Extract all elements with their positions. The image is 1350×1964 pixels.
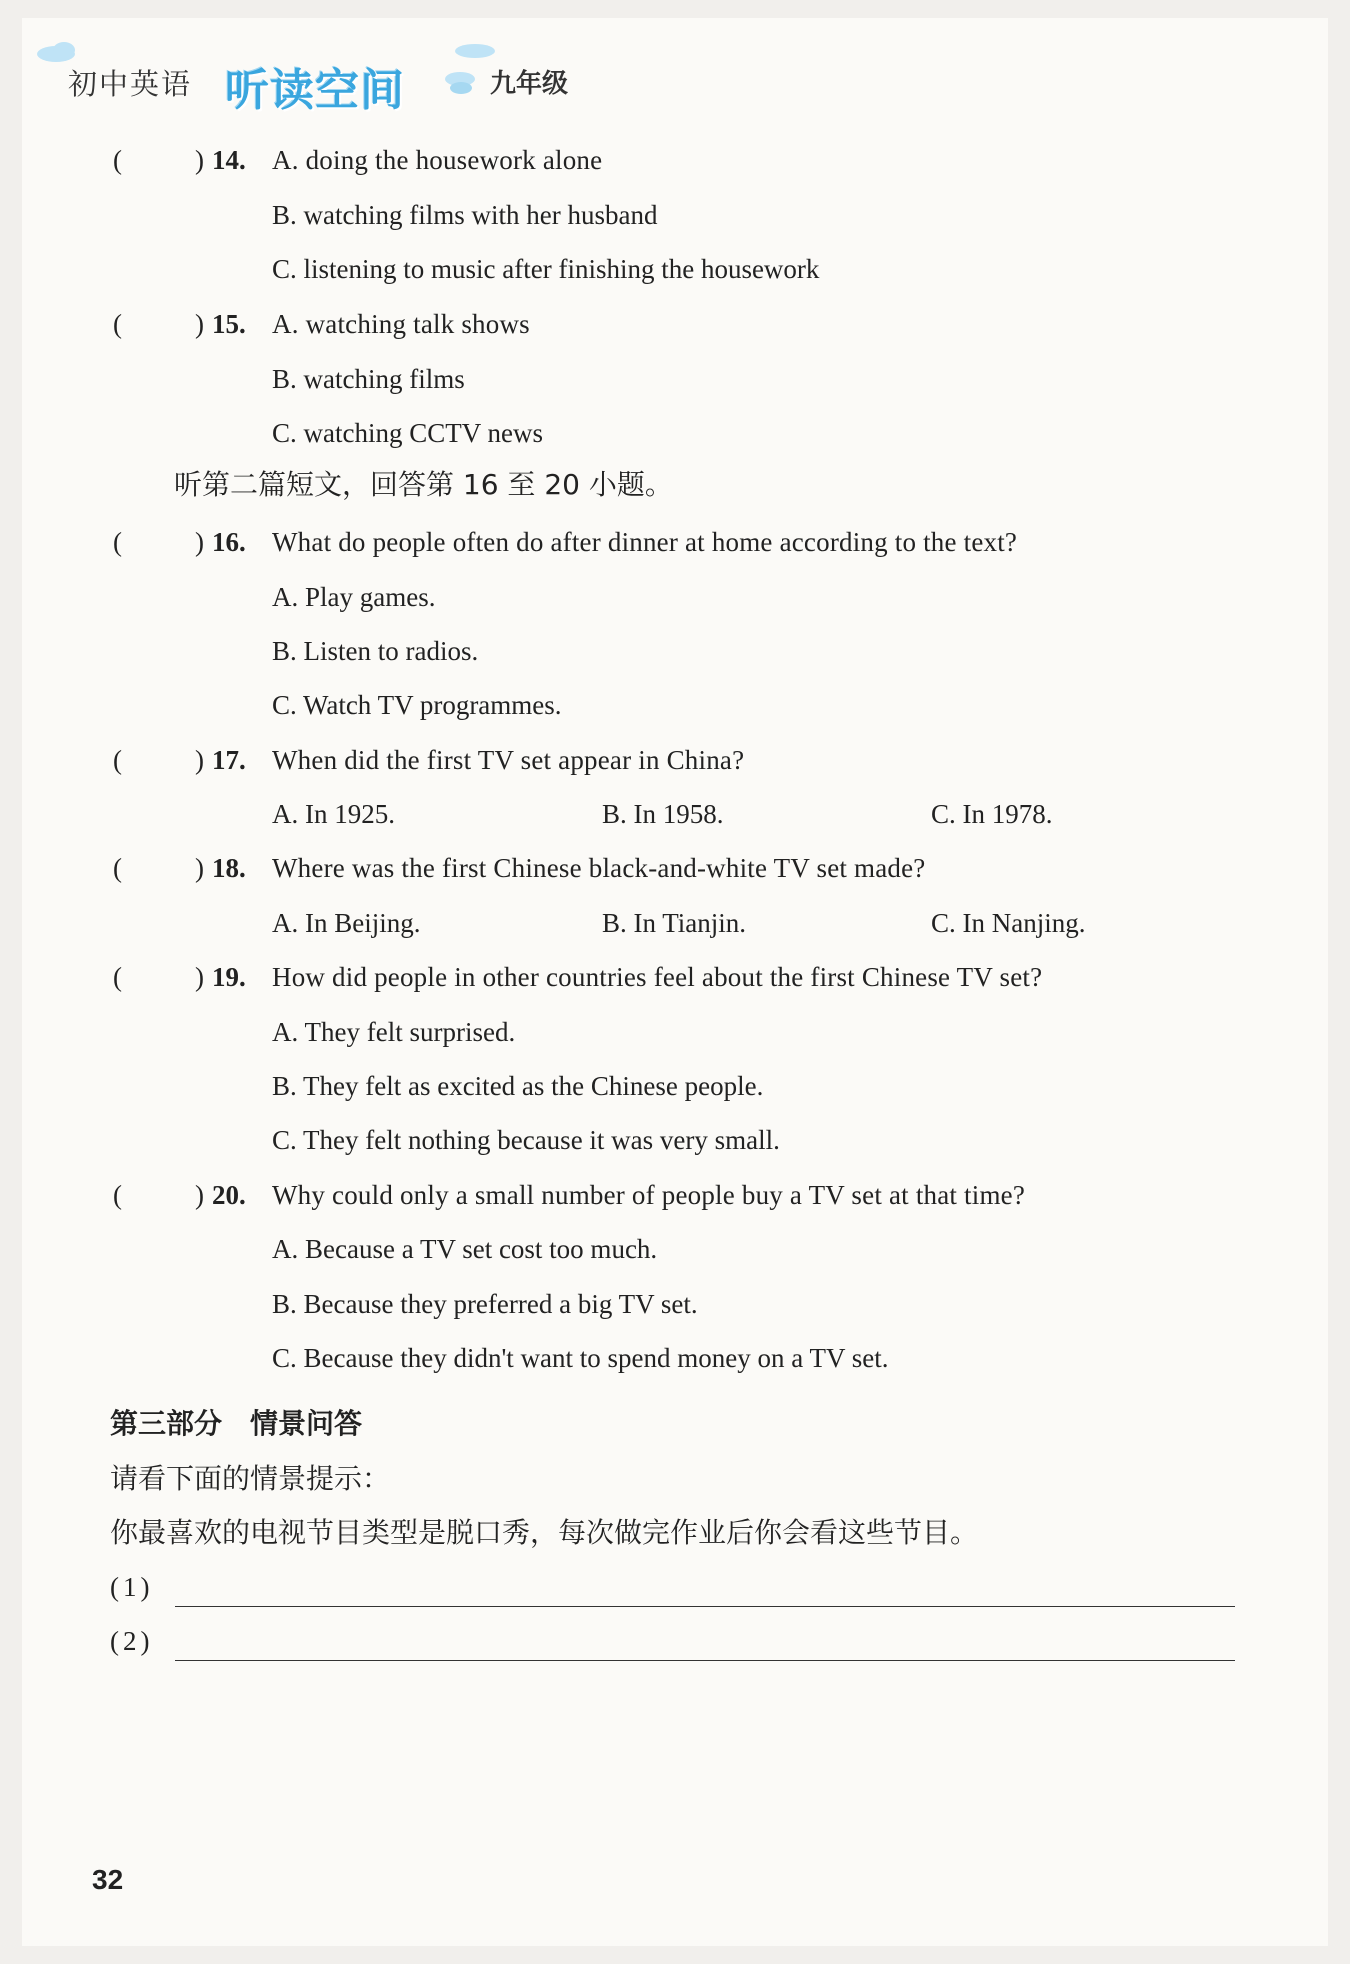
scenario-prompt-label: 请看下面的情景提示： (110, 1462, 391, 1495)
option-b: B. watching films with her husband (272, 200, 658, 230)
cloud-decoration-icon (450, 82, 472, 94)
option-row (0, 1124, 1350, 1156)
question-number: 20. (212, 1180, 246, 1210)
option-a: A. Play games. (272, 582, 436, 612)
answer-paren-left: ( (113, 1180, 122, 1210)
question-number: 16. (212, 527, 246, 557)
answer-paren-right: ) (195, 145, 204, 175)
answer-paren-left: ( (113, 853, 122, 883)
answer-paren-right: ) (195, 745, 204, 775)
question-20 (0, 1179, 1350, 1211)
answer-blank-1 (0, 1571, 1350, 1607)
answer-paren-right: ) (195, 1180, 204, 1210)
book-series-title: 初中英语 (68, 67, 193, 101)
option-row (0, 635, 1350, 667)
cloud-decoration-icon (53, 42, 75, 58)
option-row (0, 581, 1350, 613)
answer-paren-right: ) (195, 527, 204, 557)
question-17 (0, 744, 1350, 776)
question-stem: When did the first TV set appear in China? (272, 745, 745, 775)
answer-line-1[interactable] (175, 1606, 1235, 1607)
answer-line-2[interactable] (175, 1660, 1235, 1661)
option-b: B. In 1958. (602, 799, 724, 829)
option-c: C. They felt nothing because it was very small. (272, 1125, 780, 1155)
option-row (0, 253, 1350, 285)
option-b: B. Because they preferred a big TV set. (272, 1289, 698, 1319)
answer-paren-right: ) (195, 309, 204, 339)
option-c: C. In 1978. (931, 799, 1053, 829)
option-row (0, 907, 1350, 939)
option-row (0, 363, 1350, 395)
passage-instruction: 听第二篇短文，回答第 16 至 20 小题。 (174, 468, 673, 501)
answer-paren-left: ( (113, 309, 122, 339)
question-stem: Why could only a small number of people buy a TV set at that time? (272, 1180, 1026, 1210)
option-row (0, 1288, 1350, 1320)
answer-paren-left: ( (113, 962, 122, 992)
option-row (0, 199, 1350, 231)
answer-paren-right: ) (195, 962, 204, 992)
option-a: A. watching talk shows (272, 309, 530, 339)
option-a: A. In 1925. (272, 799, 395, 829)
section-heading: 第三部分 情景问答 (110, 1407, 363, 1440)
question-stem: Where was the first Chinese black-and-white TV set made? (272, 853, 926, 883)
option-row (0, 1233, 1350, 1265)
question-18 (0, 852, 1350, 884)
question-14 (0, 144, 1350, 176)
question-15 (0, 308, 1350, 340)
option-a: A. They felt surprised. (272, 1017, 516, 1047)
question-number: 17. (212, 745, 246, 775)
option-row (0, 798, 1350, 830)
question-19 (0, 961, 1350, 993)
option-b: B. watching films (272, 364, 465, 394)
page-number: 32 (92, 1864, 124, 1895)
option-a: A. In Beijing. (272, 908, 421, 938)
option-a: A. doing the housework alone (272, 145, 603, 175)
blank-label: (2) (110, 1626, 154, 1656)
answer-paren-left: ( (113, 745, 122, 775)
grade-label: 九年级 (490, 69, 569, 99)
option-c: C. Watch TV programmes. (272, 690, 562, 720)
scenario-text: 你最喜欢的电视节目类型是脱口秀，每次做完作业后你会看这些节目。 (110, 1516, 979, 1549)
option-b: B. In Tianjin. (602, 908, 747, 938)
brand-logo-text: 听读空间 (225, 65, 405, 116)
option-c: C. watching CCTV news (272, 418, 543, 448)
question-stem: What do people often do after dinner at home according to the text? (272, 527, 1018, 557)
question-number: 19. (212, 962, 246, 992)
answer-paren-left: ( (113, 145, 122, 175)
answer-paren-left: ( (113, 527, 122, 557)
blank-label: (1) (110, 1572, 154, 1602)
question-number: 15. (212, 309, 246, 339)
option-a: A. Because a TV set cost too much. (272, 1234, 658, 1264)
option-c: C. listening to music after finishing the housework (272, 254, 820, 284)
cloud-decoration-icon (455, 44, 495, 58)
answer-paren-right: ) (195, 853, 204, 883)
option-b: B. They felt as excited as the Chinese people. (272, 1071, 764, 1101)
option-row (0, 417, 1350, 449)
question-stem: How did people in other countries feel about the first Chinese TV set? (272, 962, 1043, 992)
question-number: 14. (212, 145, 246, 175)
option-b: B. Listen to radios. (272, 636, 479, 666)
option-c: C. In Nanjing. (931, 908, 1086, 938)
option-c: C. Because they didn't want to spend money on a TV set. (272, 1343, 889, 1373)
option-row (0, 1070, 1350, 1102)
option-row (0, 1016, 1350, 1048)
question-16 (0, 526, 1350, 558)
question-number: 18. (212, 853, 246, 883)
option-row (0, 689, 1350, 721)
answer-blank-2 (0, 1625, 1350, 1661)
option-row (0, 1342, 1350, 1374)
